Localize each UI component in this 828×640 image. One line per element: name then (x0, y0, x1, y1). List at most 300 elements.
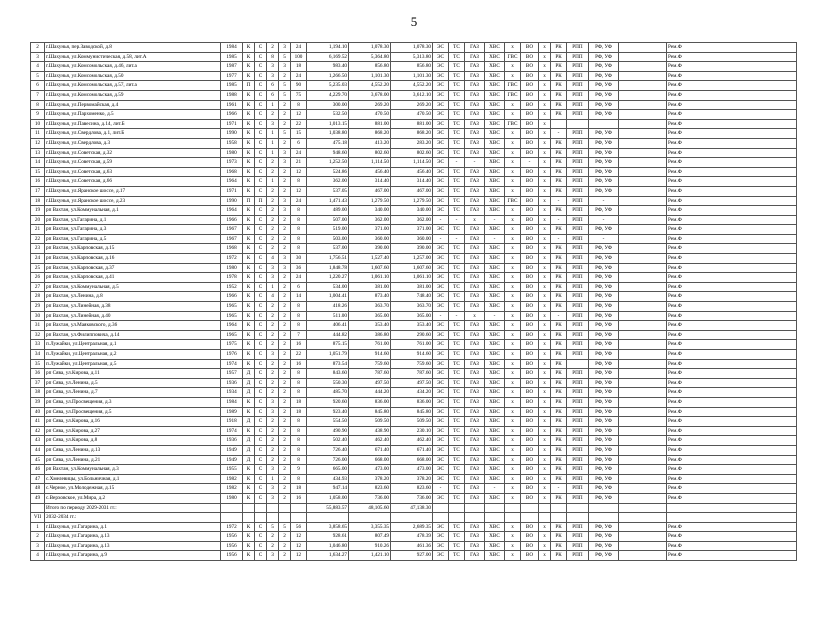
table-cell: 1956 (221, 541, 243, 551)
table-cell: - (433, 234, 449, 244)
table-cell: 1956 (221, 551, 243, 561)
table-cell: Д (243, 378, 255, 388)
table-cell: х (505, 71, 521, 81)
table-cell: ЭС (433, 551, 449, 561)
table-cell: ВО (521, 177, 539, 187)
table-cell: Рем.Ф (667, 340, 797, 350)
table-cell: 2 (279, 532, 291, 542)
table-cell: ЭС (433, 81, 449, 91)
table-cell: Рем.Ф (667, 43, 797, 53)
table-cell: РФ, УФ (589, 100, 619, 110)
table-cell: ВО (521, 138, 539, 148)
table-cell: 8 (291, 177, 307, 187)
table-cell: Рем.Ф (667, 302, 797, 312)
table-cell: ЭС (433, 378, 449, 388)
table-cell: ГАЗ (465, 330, 485, 340)
table-cell (255, 503, 267, 513)
table-cell: 2 (279, 340, 291, 350)
table-cell: х (539, 52, 551, 62)
table-cell: 29 (31, 302, 45, 312)
table-cell: 671.40 (391, 445, 433, 455)
table-cell: 1966 (221, 110, 243, 120)
table-cell: 807.49 (349, 532, 391, 542)
table-cell: 100 (291, 52, 307, 62)
table-cell: РФ, УФ (589, 129, 619, 139)
table-cell: рп Сява, ул.Просвещения, д.5 (45, 407, 221, 417)
table-cell: 1980 (221, 263, 243, 273)
table-cell: 1,220.27 (307, 273, 349, 283)
table-cell: 927.00 (391, 551, 433, 561)
table-cell: РПП (567, 206, 589, 216)
table-cell: х (465, 311, 485, 321)
table-row (31, 254, 797, 264)
table-cell: ГАЗ (465, 378, 485, 388)
table-cell: РФ, УФ (589, 62, 619, 72)
table-cell: х (505, 148, 521, 158)
table-cell: 444.20 (349, 388, 391, 398)
table-cell: г.Шахунья, ул.Советская, д.63 (45, 167, 221, 177)
table-cell: 2 (279, 541, 291, 551)
table-row (31, 234, 797, 244)
table-cell: Рем.Ф (667, 397, 797, 407)
table-cell: ВО (521, 493, 539, 503)
table-cell: Рем.Ф (667, 186, 797, 196)
table-cell: Рем.Ф (667, 407, 797, 417)
table-cell: х (505, 100, 521, 110)
table-cell: 1 (267, 474, 279, 484)
table-cell: ЭС (433, 388, 449, 398)
table-cell: 787.60 (391, 369, 433, 379)
table-cell: 1,051.79 (307, 350, 349, 360)
table-cell: С (255, 330, 267, 340)
table-cell: РФ, УФ (589, 71, 619, 81)
table-cell: 24 (291, 148, 307, 158)
page-number: 5 (410, 14, 418, 29)
table-cell: 362.00 (349, 215, 391, 225)
section-number: VII (31, 513, 45, 523)
table-cell: 503.00 (307, 234, 349, 244)
table-cell: 2 (267, 541, 279, 551)
table-cell: 14 (291, 292, 307, 302)
table-cell: 8 (291, 445, 307, 455)
table-cell: 2 (267, 311, 279, 321)
table-cell: Д (243, 436, 255, 446)
table-cell: г.Шахунья, ул.Комсомольская, д.50 (45, 71, 221, 81)
table-cell: С (255, 215, 267, 225)
table-cell: РФ, УФ (589, 541, 619, 551)
table-cell (619, 513, 667, 523)
table-cell: РК (551, 90, 567, 100)
table-cell: Рем.Ф (667, 52, 797, 62)
table-cell (589, 503, 619, 513)
table-cell: 7 (31, 90, 45, 100)
table-cell: ТС (449, 273, 465, 283)
table-cell: х (505, 551, 521, 561)
table-cell: х (505, 330, 521, 340)
table-cell: С (255, 378, 267, 388)
table-cell: РФ, УФ (589, 426, 619, 436)
table-cell: 20 (31, 215, 45, 225)
table-cell: 2 (31, 43, 45, 53)
table-cell: 1966 (221, 215, 243, 225)
table-cell: 759.60 (349, 359, 391, 369)
table-cell: 47 (31, 474, 45, 484)
table-cell: г.Шахунья, ул.Комсомольская, д.46, лит.а (45, 62, 221, 72)
table-cell: х (505, 311, 521, 321)
table-cell: ВО (521, 378, 539, 388)
table-cell (267, 503, 279, 513)
table-cell: РК (551, 522, 567, 532)
table-cell: ВО (521, 302, 539, 312)
table-cell: 371.00 (391, 225, 433, 235)
table-cell: 5 (279, 522, 291, 532)
table-cell: ХВС (485, 388, 505, 398)
table-row (31, 321, 797, 331)
table-cell: ЭС (433, 321, 449, 331)
table-cell (619, 445, 667, 455)
table-cell: К (243, 474, 255, 484)
table-cell: ВО (521, 62, 539, 72)
table-cell: х (539, 71, 551, 81)
table-cell: рп Вахтан, ул.Линейная, д.38 (45, 302, 221, 312)
table-row (31, 445, 797, 455)
table-cell (243, 513, 255, 523)
table-cell: Рем.Ф (667, 110, 797, 120)
table-cell: РФ, УФ (589, 321, 619, 331)
table-cell: Рем.Ф (667, 436, 797, 446)
table-cell: 444.82 (307, 330, 349, 340)
table-cell: 5 (279, 90, 291, 100)
table-cell: ВО (521, 359, 539, 369)
table-cell: 1,114.50 (391, 158, 433, 168)
table-cell (243, 503, 255, 513)
table-cell: ЭС (433, 330, 449, 340)
table-cell: 23 (31, 244, 45, 254)
table-cell: п.Лужайки, ул.Центральная, д.2 (45, 350, 221, 360)
table-cell: ТС (449, 340, 465, 350)
table-cell: ВО (521, 244, 539, 254)
table-cell: 363.70 (349, 302, 391, 312)
table-cell: 4,552.20 (349, 81, 391, 91)
table-cell: 28 (31, 292, 45, 302)
table-cell: х (539, 119, 551, 129)
table-cell: ЭС (433, 302, 449, 312)
table-cell (619, 167, 667, 177)
table-cell: ГАЗ (465, 522, 485, 532)
table-cell: ВО (521, 484, 539, 494)
table-cell: РПП (567, 177, 589, 187)
table-cell: 726.00 (307, 455, 349, 465)
table-cell: 1,607.60 (349, 263, 391, 273)
table-cell: 475.18 (307, 138, 349, 148)
table-cell: 4,229.70 (307, 90, 349, 100)
table-cell: 3 (267, 551, 279, 561)
table-cell: ЭС (433, 148, 449, 158)
table-cell: 1987 (221, 62, 243, 72)
table-cell: х (539, 100, 551, 110)
table-cell: 33 (31, 340, 45, 350)
table-cell: РПП (567, 493, 589, 503)
table-cell: Рем.Ф (667, 522, 797, 532)
table-cell: 1,114.50 (349, 158, 391, 168)
table-cell: П (243, 196, 255, 206)
table-cell: К (243, 311, 255, 321)
table-cell: 8 (291, 321, 307, 331)
table-cell: х (539, 493, 551, 503)
table-cell: РПП (567, 321, 589, 331)
table-cell: 524.86 (307, 167, 349, 177)
table-cell: х (539, 330, 551, 340)
table-cell: ВО (521, 522, 539, 532)
table-cell: ВО (521, 330, 539, 340)
table-cell: х (539, 407, 551, 417)
table-cell: 8 (291, 388, 307, 398)
table-cell: Рем.Ф (667, 321, 797, 331)
table-cell: ХВС (485, 138, 505, 148)
table-row (31, 388, 797, 398)
table-cell: ГАЗ (465, 465, 485, 475)
table-cell: 38 (31, 388, 45, 398)
table-cell: ЭС (433, 244, 449, 254)
table-cell: Рем.Ф (667, 62, 797, 72)
table-cell: ВО (521, 81, 539, 91)
table-cell: К (243, 158, 255, 168)
table-cell: РПП (567, 532, 589, 542)
table-cell: РК (551, 330, 567, 340)
table-cell: РФ, УФ (589, 292, 619, 302)
table-cell: 1,013.15 (307, 119, 349, 129)
table-cell: 3 (267, 493, 279, 503)
table-cell: 34 (31, 350, 45, 360)
table-cell: 1982 (221, 484, 243, 494)
table-cell: РК (551, 52, 567, 62)
table-cell: 534.00 (307, 282, 349, 292)
table-cell (619, 158, 667, 168)
table-cell: ХВС (485, 167, 505, 177)
table-cell (551, 513, 567, 523)
table-cell: - (521, 158, 539, 168)
table-cell: 1964 (221, 321, 243, 331)
table-cell: рп Вахтан, ул.Карповская, д.16 (45, 254, 221, 264)
table-cell: рп Сява, ул.Кирова, д.16 (45, 417, 221, 427)
table-cell: С (255, 81, 267, 91)
table-cell: С (255, 273, 267, 283)
table-cell: ВО (521, 254, 539, 264)
table-cell: РФ, УФ (589, 225, 619, 235)
table-cell: К (243, 119, 255, 129)
table-cell: 19 (31, 206, 45, 216)
table-cell: - (485, 215, 505, 225)
table-cell: ТС (449, 292, 465, 302)
table-cell: ЭС (433, 541, 449, 551)
table-cell: 2 (267, 378, 279, 388)
table-cell: ТС (449, 244, 465, 254)
table-cell: - (485, 311, 505, 321)
table-cell: - (551, 484, 567, 494)
table-cell: РФ, УФ (589, 532, 619, 542)
table-cell: х (505, 532, 521, 542)
table-cell: х (539, 148, 551, 158)
table-cell: х (539, 292, 551, 302)
table-cell: С (255, 110, 267, 120)
table-cell: 26 (31, 273, 45, 283)
table-cell: К (243, 340, 255, 350)
table-cell: К (243, 186, 255, 196)
table-cell: х (505, 129, 521, 139)
table-cell (433, 513, 449, 523)
table-cell: РПП (567, 100, 589, 110)
table-cell: К (243, 52, 255, 62)
table-cell: Рем.Ф (667, 206, 797, 216)
table-row (31, 340, 797, 350)
table-cell: 467.00 (391, 186, 433, 196)
table-cell (619, 100, 667, 110)
table-cell: ТС (449, 71, 465, 81)
table-cell: 2 (279, 71, 291, 81)
table-cell: 485.70 (307, 388, 349, 398)
table-cell: ГАЗ (465, 90, 485, 100)
table-cell: ЭС (433, 254, 449, 264)
table-cell: Рем.Ф (667, 350, 797, 360)
table-cell (449, 503, 465, 513)
table-cell: ГАЗ (465, 254, 485, 264)
table-cell: ХВС (485, 273, 505, 283)
table-row (31, 436, 797, 446)
table-cell: С (255, 532, 267, 542)
table-cell: 2 (267, 445, 279, 455)
table-cell: 3 (267, 62, 279, 72)
table-cell: ХВС (485, 321, 505, 331)
table-cell: РК (551, 359, 567, 369)
table-cell: х (505, 225, 521, 235)
table-cell: РК (551, 551, 567, 561)
table-cell: 502.40 (307, 436, 349, 446)
table-cell: г.Шахунья, ул.Павесина, д.14, лит.Б (45, 119, 221, 129)
table-cell: ХВС (485, 465, 505, 475)
table-cell (619, 282, 667, 292)
table-cell: С (255, 359, 267, 369)
table-cell: С (255, 388, 267, 398)
table-cell: ТС (449, 100, 465, 110)
table-cell: С (255, 407, 267, 417)
table-cell: Д (243, 388, 255, 398)
table-cell: РК (551, 407, 567, 417)
table-cell: х (539, 369, 551, 379)
table-cell: ЭС (433, 455, 449, 465)
table-cell: РК (551, 455, 567, 465)
table-cell: 12 (31, 138, 45, 148)
table-cell: Рем.Ф (667, 311, 797, 321)
table-cell: ХВС (485, 52, 505, 62)
table-cell: 1989 (221, 407, 243, 417)
table-cell (667, 503, 797, 513)
table-cell: 1 (267, 129, 279, 139)
table-cell: 2 (279, 330, 291, 340)
table-row (31, 129, 797, 139)
table-cell: 456.40 (391, 167, 433, 177)
table-cell: С (255, 100, 267, 110)
table-cell: 8 (291, 302, 307, 312)
table-cell: РПП (567, 52, 589, 62)
table-cell: РФ, УФ (589, 110, 619, 120)
table-cell: х (505, 455, 521, 465)
table-cell: РФ, УФ (589, 148, 619, 158)
table-cell: РПП (567, 426, 589, 436)
table-cell: 2 (279, 244, 291, 254)
table-cell: х (539, 177, 551, 187)
table-cell: 2 (267, 436, 279, 446)
table-row (31, 196, 797, 206)
table-cell: 3 (279, 148, 291, 158)
table-cell: РК (551, 81, 567, 91)
table-cell: - (433, 215, 449, 225)
table-cell: 489.00 (307, 206, 349, 216)
table-cell: 16 (291, 359, 307, 369)
table-row (31, 417, 797, 427)
table-cell: 8 (291, 215, 307, 225)
table-cell: ЭС (433, 110, 449, 120)
table-cell: 2 (279, 417, 291, 427)
table-cell: ТС (449, 378, 465, 388)
table-cell: К (243, 90, 255, 100)
table-cell: 22 (291, 119, 307, 129)
table-cell: С (255, 148, 267, 158)
table-cell: 41 (31, 417, 45, 427)
table-cell: ТС (449, 43, 465, 53)
table-cell: г.Шахунья, ул.Свердлова, д.1, лит.Б (45, 129, 221, 139)
table-cell: 473.00 (349, 465, 391, 475)
table-cell: 910.26 (349, 541, 391, 551)
table-cell: 873.40 (349, 292, 391, 302)
table-cell: РК (551, 177, 567, 187)
table-cell: ХВС (485, 148, 505, 158)
table-cell: ХВС (485, 302, 505, 312)
table-cell: х (505, 484, 521, 494)
table-cell: ГВС (505, 81, 521, 91)
table-cell: Рем.Ф (667, 138, 797, 148)
table-cell: ТС (449, 321, 465, 331)
table-cell: 1956 (221, 532, 243, 542)
table-cell: 1967 (221, 234, 243, 244)
table-cell: ТС (449, 90, 465, 100)
table-cell: РФ, УФ (589, 340, 619, 350)
table-cell: С (255, 62, 267, 72)
table-cell: ВО (521, 206, 539, 216)
table-cell: ГАЗ (465, 474, 485, 484)
table-cell: х (539, 465, 551, 475)
table-cell: х (539, 273, 551, 283)
table-cell: К (243, 110, 255, 120)
table-cell: ХВС (485, 244, 505, 254)
table-row (31, 311, 797, 321)
table-cell: Д (243, 455, 255, 465)
table-cell: с.Верховское, ул.Мира, д.2 (45, 493, 221, 503)
table-cell: х (505, 369, 521, 379)
table-row (31, 551, 797, 561)
table-row (31, 273, 797, 283)
table-cell: ТС (449, 148, 465, 158)
table-cell: ЭС (433, 196, 449, 206)
table-cell: 1,078.30 (391, 43, 433, 53)
table-cell: х (539, 388, 551, 398)
table-cell: РПП (567, 186, 589, 196)
table-cell: рп Вахтан, ул.Карповская, д.37 (45, 263, 221, 273)
table-cell: ХВС (485, 196, 505, 206)
table-cell: К (243, 167, 255, 177)
table-cell: РПП (567, 90, 589, 100)
table-cell: 1964 (221, 177, 243, 187)
table-cell: К (243, 273, 255, 283)
